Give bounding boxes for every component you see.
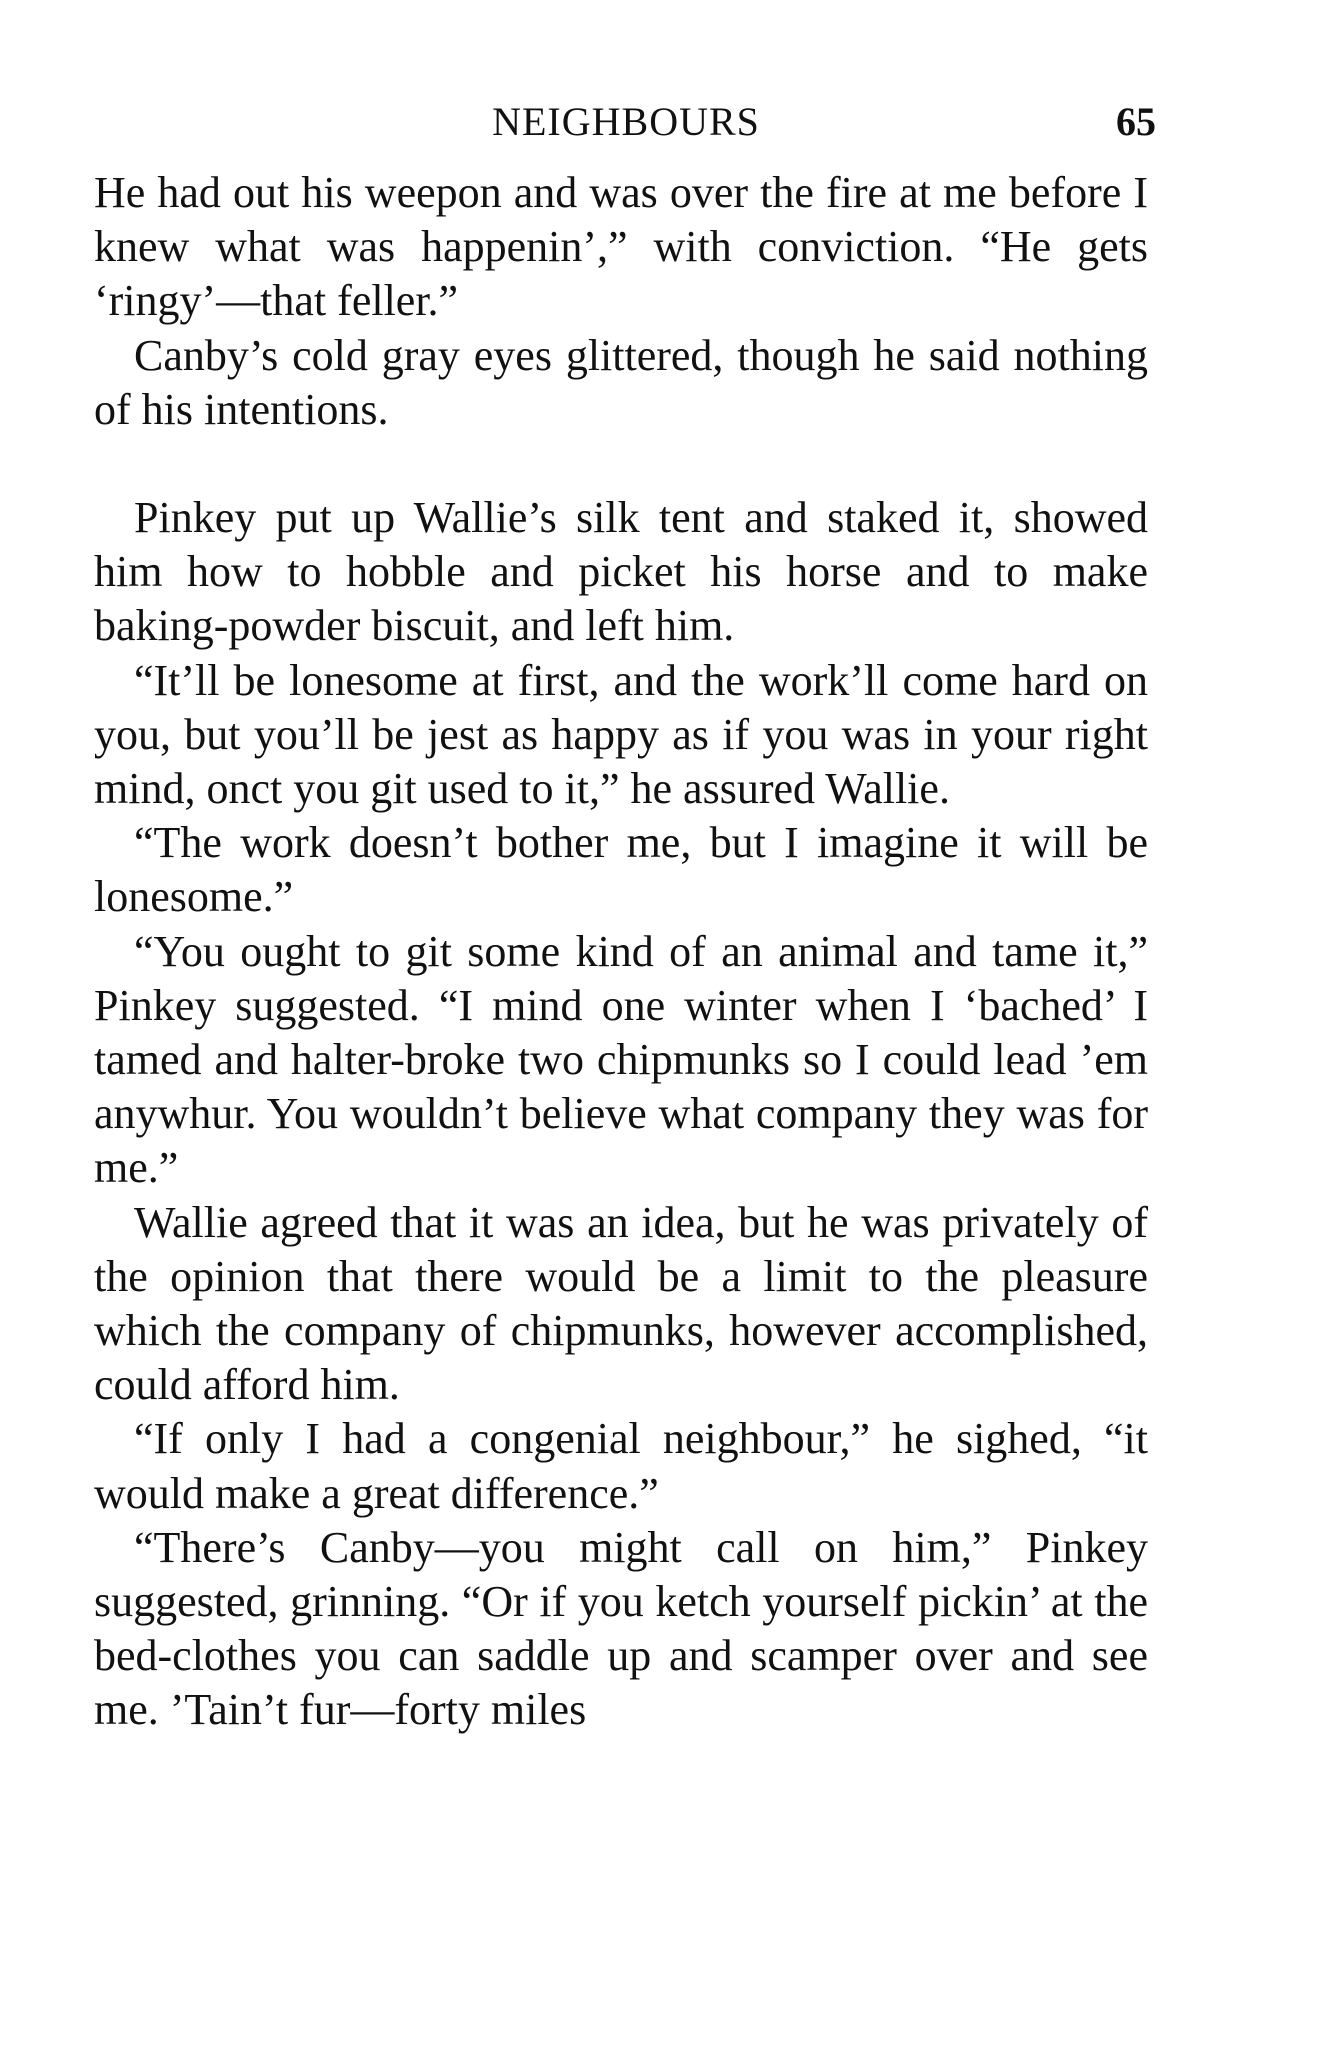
- running-head: [96, 92, 1156, 152]
- body-text: [94, 166, 1148, 1738]
- paragraph-2: Canby’s cold gray eyes glittered, though he said nothing of his intentions.: [94, 330, 1148, 434]
- section-break: [94, 437, 1148, 491]
- paragraph-9: “There’s Canby—you might call on him,” Pinkey suggested, grinning. “Or if you ketch yourself pickin’ at the bed-clothes you can saddle up and scamper over and see me. ’Tain’t fur—forty miles: [94, 1522, 1148, 1735]
- paragraph-6: “You ought to git some kind of an animal and tame it,” Pinkey suggested. “I mind one winter when I ‘bached’ I tamed and halter-broke two chipmunks so I could lead ’em anywhur. You wouldn’t believe what company they was for me.”: [94, 926, 1148, 1193]
- paragraph-8: “If only I had a congenial neighbour,” he sighed, “it would make a great difference.”: [94, 1414, 1148, 1518]
- page-number: 65: [1116, 99, 1156, 144]
- paragraph-4: “It’ll be lonesome at first, and the work’ll come hard on you, but you’ll be jest as happy as if you was in your right mind, onct you git used to it,” he assured Wallie.: [94, 655, 1148, 814]
- paragraph-3: Pinkey put up Wallie’s silk tent and staked it, showed him how to hobble and picket his horse and to make baking-powder biscuit, and left him.: [94, 493, 1148, 651]
- running-title: NEIGHBOURS: [492, 99, 760, 144]
- paragraph-5: “The work doesn’t bother me, but I imagine it will be lonesome.”: [94, 818, 1148, 922]
- paragraph-7: Wallie agreed that it was an idea, but he was privately of the opinion that there would be a limit to the pleasure which the company of chipmunks, however accomplished, could afford him.: [94, 1197, 1148, 1410]
- paragraph-1: He had out his weepon and was over the fire at me before I knew what was happenin’,” with conviction. “He gets ‘ringy’—that feller.”: [94, 168, 1148, 326]
